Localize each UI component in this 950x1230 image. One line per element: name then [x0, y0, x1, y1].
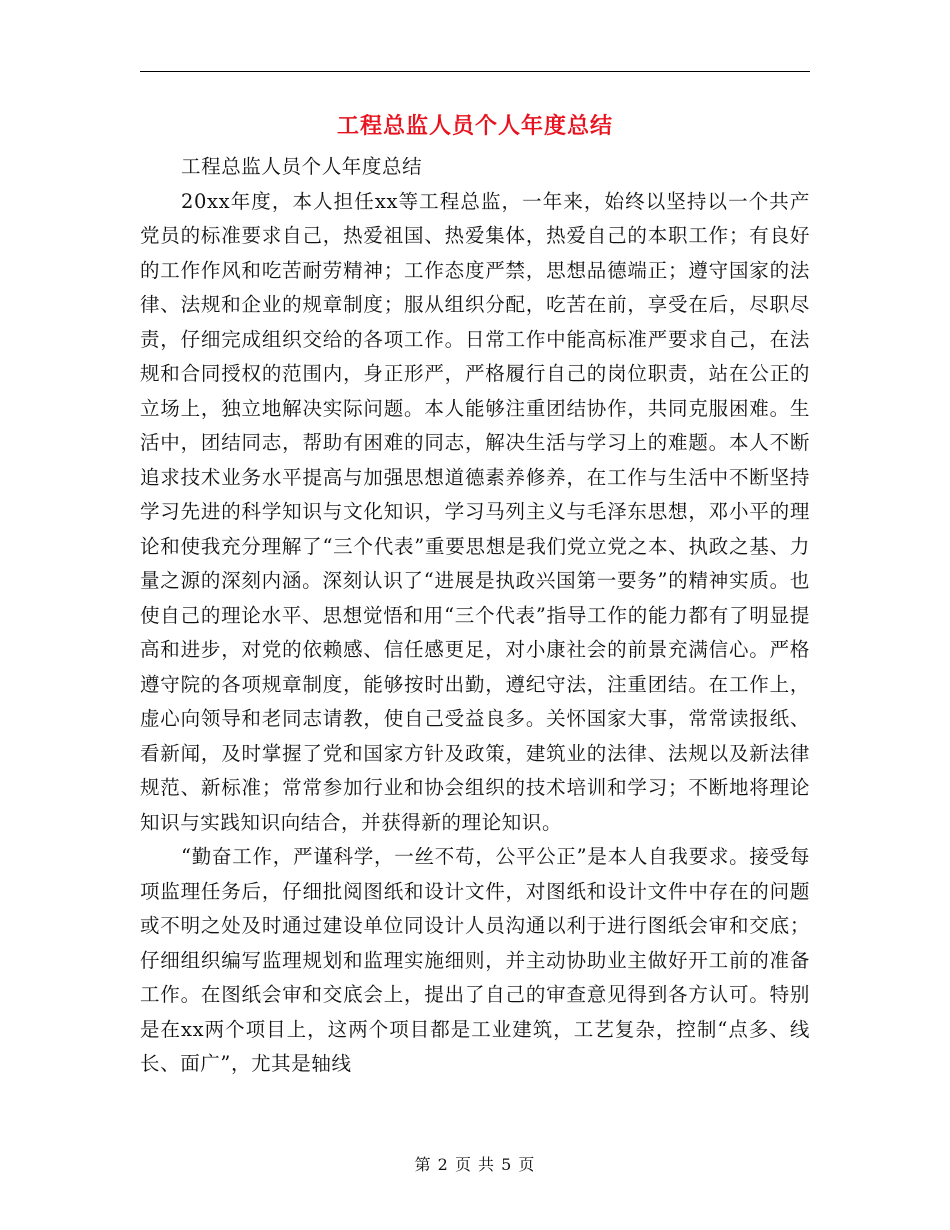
header-rule — [140, 71, 810, 72]
document-subtitle: 工程总监人员个人年度总结 — [181, 155, 423, 178]
body-paragraph-2: “勤奋工作，严谨科学，一丝不苟，公平公正”是本人自我要求。接受每项监理任务后，仔细批阅图纸和设计文件，对图纸和设计文件中存在的问题或不明之处及时通过建设单位同设计人员沟通以利于进行图纸会审和交底；仔细组织编写监理规划和监理实施细则，并主动协助业主做好开工前的准备工作。在图纸会审和交底会上，提出了自己的审查意见得到各方认可。特别是在xx两个项目上，这两个项目都是工业建筑，工艺复杂，控制“点多、线长、面广”，尤其是轴线 — [140, 845, 810, 1075]
document-title: 工程总监人员个人年度总结 — [336, 113, 613, 139]
page-footer: 第 2 页 共 5 页 — [414, 1155, 536, 1174]
body-paragraph-1: 20xx年度，本人担任xx等工程总监，一年来，始终以坚持以一个共产党员的标准要求自己，热爱祖国、热爱集体，热爱自己的本职工作；有良好的工作作风和吃苦耐劳精神；工作态度严禁，思想品德端正；遵守国家的法律、法规和企业的规章制度；服从组织分配，吃苦在前，享受在后，尽职尽责，仔细完成组织交给的各项工作。日常工作中能高标准严要求自己，在法规和合同授权的范围内，身正形严，严格履行自己的岗位职责，站在公正的立场上，独立地解决实际问题。本人能够注重团结协作，共同克服困难。生活中，团结同志，帮助有困难的同志，解决生活与学习上的难题。本人不断追求技术业务水平提高与加强思想道德素养修养，在工作与生活中不断坚持学习先进的科学知识与文化知识，学习马列主义与毛泽东思想，邓小平的理论和使我充分理解了“三个代表”重要思想是我们党立党之本、执政之基、力量之源的深刻内涵。深刻认识了“进展是执政兴国第一要务”的精神实质。也使自己的理论水平、思想觉悟和用“三个代表”指导工作的能力都有了明显提高和进步，对党的依赖感、信任感更足，对小康社会的前景充满信心。严格遵守院的各项规章制度，能够按时出勤，遵纪守法，注重团结。在工作上，虚心向领导和老同志请教，使自己受益良多。关怀国家大事，常常读报纸、看新闻，及时掌握了党和国家方针及政策，建筑业的法律、法规以及新法律规范、新标准；常常参加行业和协会组织的技术培训和学习；不断地将理论知识与实践知识向结合，并获得新的理论知识。 — [140, 189, 810, 834]
document-body — [140, 150, 810, 1082]
